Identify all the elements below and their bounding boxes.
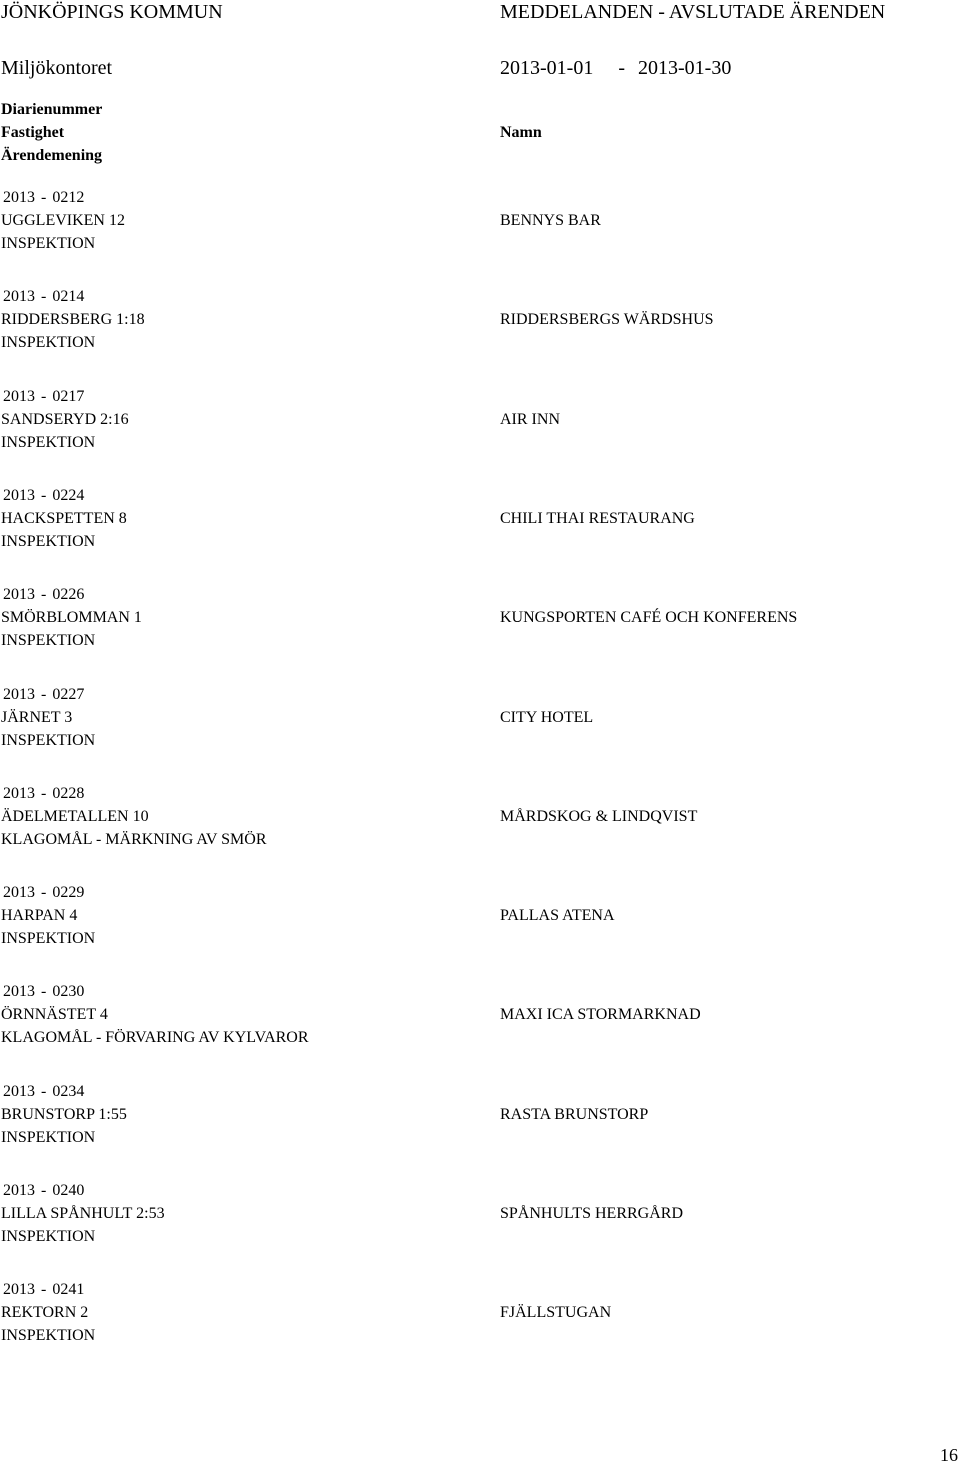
arendemening: INSPEKTION (1, 235, 96, 252)
namn: KUNGSPORTEN CAFÉ OCH KONFERENS (500, 609, 798, 626)
fastighet: SMÖRBLOMMAN 1 (1, 609, 142, 626)
diarienummer (3, 585, 84, 605)
namn: CHILI THAI RESTAURANG (500, 510, 695, 527)
diarie-year: 2013 (3, 884, 35, 901)
namn: MAXI ICA STORMARKNAD (500, 1006, 701, 1023)
date-range (500, 57, 731, 80)
diarienummer (3, 784, 84, 804)
fastighet: RIDDERSBERG 1:18 (1, 311, 145, 328)
diarie-number: 0229 (52, 884, 85, 901)
diarie-dash: - (41, 586, 47, 603)
fastighet: ÄDELMETALLEN 10 (1, 808, 149, 825)
diarie-year: 2013 (3, 1083, 35, 1100)
diarienummer (3, 287, 84, 307)
diarienummer (3, 1082, 84, 1102)
namn: PALLAS ATENA (500, 907, 615, 924)
diarie-dash: - (41, 1083, 47, 1100)
date-separator: - (618, 57, 625, 79)
namn: RASTA BRUNSTORP (500, 1106, 649, 1123)
record (0, 486, 960, 566)
diarie-number: 0230 (52, 983, 85, 1000)
fastighet: ÖRNNÄSTET 4 (1, 1006, 108, 1023)
diarie-number: 0241 (52, 1281, 85, 1298)
namn: CITY HOTEL (500, 709, 594, 726)
fastighet: REKTORN 2 (1, 1304, 89, 1321)
diarie-year: 2013 (3, 288, 35, 305)
record (0, 585, 960, 665)
record (0, 883, 960, 963)
diarienummer (3, 188, 84, 208)
diarie-year: 2013 (3, 1182, 35, 1199)
diarienummer (3, 982, 84, 1002)
diarie-number: 0234 (52, 1083, 85, 1100)
namn: MÅRDSKOG & LINDQVIST (500, 808, 698, 825)
column-namn: Namn (500, 124, 542, 141)
fastighet: UGGLEVIKEN 12 (1, 212, 125, 229)
report-title: MEDDELANDEN - AVSLUTADE ÄRENDEN (500, 1, 886, 23)
diarie-number: 0212 (52, 189, 85, 206)
diarienummer (3, 387, 84, 407)
diarie-year: 2013 (3, 388, 35, 405)
diarie-dash: - (41, 983, 47, 1000)
diarie-dash: - (41, 189, 47, 206)
diarie-number: 0217 (52, 388, 85, 405)
diarie-dash: - (41, 1281, 47, 1298)
diarie-year: 2013 (3, 1281, 35, 1298)
arendemening: INSPEKTION (1, 732, 96, 749)
diarie-dash: - (41, 1182, 47, 1199)
office-name: Miljökontoret (1, 57, 113, 79)
arendemening: INSPEKTION (1, 533, 96, 550)
date-from: 2013-01-01 (500, 57, 594, 79)
diarie-year: 2013 (3, 189, 35, 206)
diarie-year: 2013 (3, 686, 35, 703)
column-arendemening: Ärendemening (1, 147, 103, 164)
diarie-dash: - (41, 686, 47, 703)
diarienummer (3, 1280, 84, 1300)
diarie-year: 2013 (3, 785, 35, 802)
diarie-number: 0214 (52, 288, 85, 305)
arendemening: INSPEKTION (1, 632, 96, 649)
arendemening: INSPEKTION (1, 930, 96, 947)
diarie-dash: - (41, 288, 47, 305)
record (0, 784, 960, 864)
diarienummer (3, 883, 84, 903)
arendemening: KLAGOMÅL - MÄRKNING AV SMÖR (1, 831, 267, 848)
diarienummer (3, 1181, 84, 1201)
org-name: JÖNKÖPINGS KOMMUN (1, 1, 223, 23)
arendemening: INSPEKTION (1, 1129, 96, 1146)
namn: AIR INN (500, 411, 560, 428)
record (0, 1082, 960, 1162)
record (0, 387, 960, 467)
namn: FJÄLLSTUGAN (500, 1304, 612, 1321)
arendemening: INSPEKTION (1, 334, 96, 351)
diarie-dash: - (41, 388, 47, 405)
diarie-year: 2013 (3, 487, 35, 504)
namn: RIDDERSBERGS WÄRDSHUS (500, 311, 714, 328)
diarie-number: 0227 (52, 686, 85, 703)
diarie-number: 0224 (52, 487, 85, 504)
fastighet: BRUNSTORP 1:55 (1, 1106, 127, 1123)
record (0, 982, 960, 1062)
diarienummer (3, 486, 84, 506)
column-fastighet: Fastighet (1, 124, 65, 141)
column-diarienummer: Diarienummer (1, 101, 103, 118)
diarie-year: 2013 (3, 586, 35, 603)
namn: SPÅNHULTS HERRGÅRD (500, 1205, 683, 1222)
record (0, 1181, 960, 1261)
diarie-number: 0228 (52, 785, 85, 802)
diarienummer (3, 685, 84, 705)
date-to: 2013-01-30 (638, 57, 732, 79)
record (0, 685, 960, 765)
diarie-dash: - (41, 884, 47, 901)
arendemening: KLAGOMÅL - FÖRVARING AV KYLVAROR (1, 1029, 309, 1046)
page-number: 16 (940, 1445, 958, 1465)
fastighet: JÄRNET 3 (1, 709, 73, 726)
record (0, 1280, 960, 1360)
fastighet: LILLA SPÅNHULT 2:53 (1, 1205, 165, 1222)
record (0, 287, 960, 367)
fastighet: HACKSPETTEN 8 (1, 510, 127, 527)
fastighet: HARPAN 4 (1, 907, 78, 924)
arendemening: INSPEKTION (1, 434, 96, 451)
diarie-number: 0226 (52, 586, 85, 603)
diarie-dash: - (41, 487, 47, 504)
fastighet: SANDSERYD 2:16 (1, 411, 129, 428)
arendemening: INSPEKTION (1, 1228, 96, 1245)
namn: BENNYS BAR (500, 212, 601, 229)
record (0, 188, 960, 268)
arendemening: INSPEKTION (1, 1327, 96, 1344)
diarie-dash: - (41, 785, 47, 802)
diarie-number: 0240 (52, 1182, 85, 1199)
diarie-year: 2013 (3, 983, 35, 1000)
